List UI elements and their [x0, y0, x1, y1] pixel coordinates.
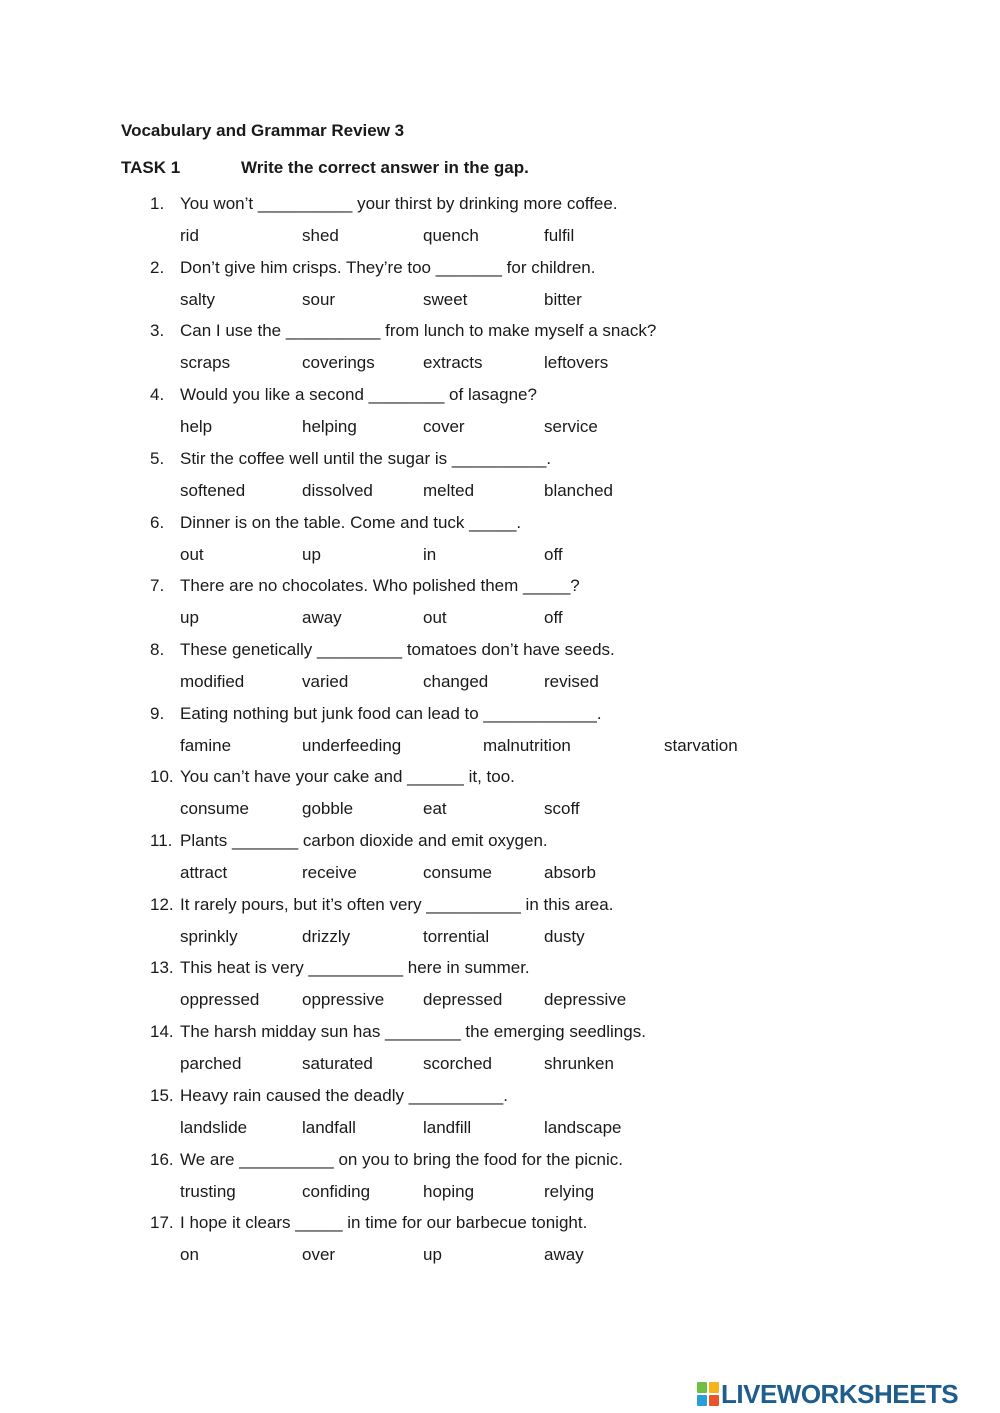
answer-option[interactable]: landslide: [180, 1118, 248, 1137]
answer-option[interactable]: away: [302, 608, 342, 627]
answer-option[interactable]: depressive: [544, 990, 627, 1009]
answer-option[interactable]: relying: [544, 1182, 595, 1201]
question-8: [150, 640, 615, 660]
task-label: TASK 1: [121, 158, 181, 177]
question-number: 5.: [150, 449, 165, 468]
question-text: You won’t __________ your thirst by drinking more coffee.: [180, 194, 618, 213]
answer-option[interactable]: gobble: [302, 799, 354, 818]
answer-option[interactable]: off: [544, 545, 563, 564]
answer-option[interactable]: consume: [180, 799, 249, 818]
liveworksheets-logo-icon: [697, 1382, 719, 1406]
task-instruction: Write the correct answer in the gap.: [241, 158, 529, 177]
question-number: 1.: [150, 194, 165, 213]
answer-option[interactable]: scorched: [423, 1054, 492, 1073]
answer-option[interactable]: help: [180, 417, 213, 436]
question-text: These genetically _________ tomatoes don’t have seeds.: [180, 640, 615, 659]
question-number: 13.: [150, 958, 174, 977]
question-12: [150, 895, 613, 915]
question-text: Don’t give him crisps. They’re too _______ for children.: [180, 258, 596, 277]
answer-option[interactable]: receive: [302, 863, 357, 882]
answer-option[interactable]: varied: [302, 672, 349, 691]
question-text: Can I use the __________ from lunch to make myself a snack?: [180, 321, 657, 340]
question-text: Heavy rain caused the deadly __________.: [180, 1086, 508, 1105]
question-3: [150, 321, 656, 341]
answer-option[interactable]: softened: [180, 481, 246, 500]
question-text: I hope it clears _____ in time for our barbecue tonight.: [180, 1213, 588, 1232]
answer-option[interactable]: leftovers: [544, 353, 609, 372]
answer-option[interactable]: bitter: [544, 290, 582, 309]
answer-option[interactable]: rid: [180, 226, 199, 245]
question-number: 6.: [150, 513, 165, 532]
question-number: 10.: [150, 767, 174, 786]
question-text: This heat is very __________ here in summer.: [180, 958, 530, 977]
question-15: [150, 1086, 508, 1106]
answer-option[interactable]: service: [544, 417, 598, 436]
question-1: [150, 194, 618, 214]
answer-option[interactable]: attract: [180, 863, 228, 882]
answer-option[interactable]: off: [544, 608, 563, 627]
question-text: The harsh midday sun has ________ the emerging seedlings.: [180, 1022, 646, 1041]
worksheet-title: Vocabulary and Grammar Review 3: [121, 121, 405, 140]
question-14: [150, 1022, 646, 1042]
question-text: Stir the coffee well until the sugar is __________.: [180, 449, 552, 468]
answer-option[interactable]: dissolved: [302, 481, 373, 500]
answer-option[interactable]: starvation: [664, 736, 738, 755]
answer-option[interactable]: shed: [302, 226, 339, 245]
answer-option[interactable]: dusty: [544, 927, 585, 946]
question-16: [150, 1150, 623, 1170]
answer-option[interactable]: quench: [423, 226, 479, 245]
answer-option[interactable]: fulfil: [544, 226, 575, 245]
answer-option[interactable]: in: [423, 545, 437, 564]
logo-text: LIVEWORKSHEETS: [721, 1379, 959, 1409]
answer-option[interactable]: changed: [423, 672, 489, 691]
answer-option[interactable]: coverings: [302, 353, 375, 372]
answer-option[interactable]: underfeeding: [302, 736, 402, 755]
liveworksheets-logo: [697, 1380, 958, 1410]
answer-option[interactable]: scraps: [180, 353, 231, 372]
answer-option[interactable]: extracts: [423, 353, 483, 372]
answer-option[interactable]: out: [423, 608, 447, 627]
question-number: 8.: [150, 640, 165, 659]
question-number: 4.: [150, 385, 165, 404]
answer-option[interactable]: up: [180, 608, 199, 627]
question-number: 12.: [150, 895, 174, 914]
question-5: [150, 449, 551, 469]
answer-option[interactable]: landfill: [423, 1118, 472, 1137]
question-2: [150, 258, 595, 278]
question-number: 11.: [150, 831, 173, 850]
answer-option[interactable]: landscape: [544, 1118, 622, 1137]
answer-option[interactable]: eat: [423, 799, 447, 818]
answer-option[interactable]: parched: [180, 1054, 242, 1073]
answer-option[interactable]: absorb: [544, 863, 596, 882]
answer-option[interactable]: consume: [423, 863, 492, 882]
answer-option[interactable]: salty: [180, 290, 215, 309]
question-7: [150, 576, 580, 596]
answer-option[interactable]: sprinkly: [180, 927, 238, 946]
answer-option[interactable]: famine: [180, 736, 232, 755]
question-number: 16.: [150, 1150, 174, 1169]
answer-option[interactable]: oppressive: [302, 990, 385, 1009]
question-number: 2.: [150, 258, 165, 277]
answer-option[interactable]: blanched: [544, 481, 614, 500]
answer-option[interactable]: on: [180, 1245, 199, 1264]
question-text: Would you like a second ________ of lasagne?: [180, 385, 537, 404]
question-number: 3.: [150, 321, 165, 340]
question-text: Dinner is on the table. Come and tuck _____.: [180, 513, 522, 532]
question-text: It rarely pours, but it’s often very __________ in this area.: [180, 895, 614, 914]
question-11: [150, 831, 548, 851]
answer-option[interactable]: drizzly: [302, 927, 351, 946]
answer-option[interactable]: revised: [544, 672, 599, 691]
question-text: There are no chocolates. Who polished them _____?: [180, 576, 580, 595]
question-number: 15.: [150, 1086, 174, 1105]
answer-option[interactable]: confiding: [302, 1182, 371, 1201]
question-6: [150, 513, 521, 533]
answer-option[interactable]: melted: [423, 481, 475, 500]
answer-option[interactable]: hoping: [423, 1182, 475, 1201]
task-heading: [121, 158, 529, 178]
answer-option[interactable]: helping: [302, 417, 357, 436]
question-text: We are __________ on you to bring the food for the picnic.: [180, 1150, 623, 1169]
answer-option[interactable]: shrunken: [544, 1054, 614, 1073]
question-number: 17.: [150, 1213, 174, 1232]
answer-option[interactable]: oppressed: [180, 990, 260, 1009]
question-text: Eating nothing but junk food can lead to ____________.: [180, 704, 602, 723]
answer-option[interactable]: sweet: [423, 290, 468, 309]
answer-option[interactable]: malnutrition: [483, 736, 571, 755]
answer-option[interactable]: modified: [180, 672, 245, 691]
answer-option[interactable]: up: [423, 1245, 442, 1264]
answer-option[interactable]: cover: [423, 417, 465, 436]
answer-option[interactable]: scoff: [544, 799, 580, 818]
question-10: [150, 767, 515, 787]
answer-option[interactable]: landfall: [302, 1118, 356, 1137]
question-number: 14.: [150, 1022, 174, 1041]
question-13: [150, 958, 530, 978]
question-9: [150, 704, 602, 724]
answer-option[interactable]: depressed: [423, 990, 503, 1009]
question-number: 7.: [150, 576, 165, 595]
question-text: You can’t have your cake and ______ it, too.: [180, 767, 515, 786]
question-number: 9.: [150, 704, 165, 723]
question-17: [150, 1213, 587, 1233]
answer-option[interactable]: out: [180, 545, 204, 564]
answer-option[interactable]: saturated: [302, 1054, 373, 1073]
answer-option[interactable]: sour: [302, 290, 336, 309]
question-4: [150, 385, 537, 405]
question-text: Plants _______ carbon dioxide and emit oxygen.: [180, 831, 548, 850]
answer-option[interactable]: torrential: [423, 927, 490, 946]
answer-option[interactable]: trusting: [180, 1182, 236, 1201]
answer-option[interactable]: up: [302, 545, 321, 564]
answer-option[interactable]: away: [544, 1245, 584, 1264]
answer-option[interactable]: over: [302, 1245, 336, 1264]
